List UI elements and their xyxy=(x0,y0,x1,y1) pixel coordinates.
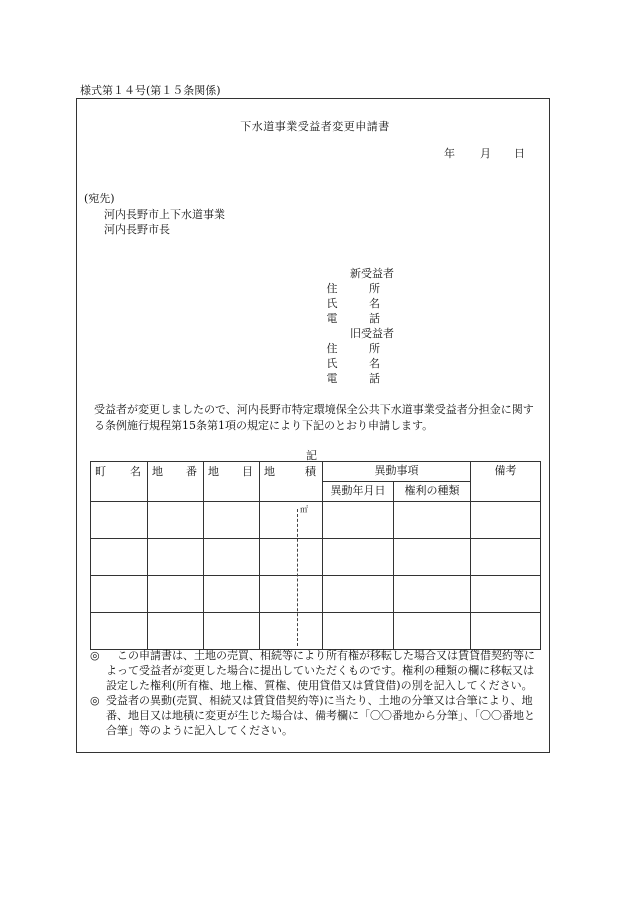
addressee-organization: 河内長野市上下水道事業 xyxy=(104,208,225,221)
note-bullet-icon: ◎ xyxy=(90,694,100,707)
form-number-label: 様式第１４号(第１５条関係) xyxy=(80,84,221,97)
cell-lot[interactable] xyxy=(148,576,204,613)
ki-heading: 記 xyxy=(306,449,317,462)
cell-area[interactable] xyxy=(260,613,323,650)
table-row xyxy=(91,576,541,613)
addressee-mayor: 河内長野市長 xyxy=(104,223,170,236)
header-area: 地 積 xyxy=(260,462,323,502)
note-item xyxy=(90,648,540,693)
cell-lot[interactable] xyxy=(148,613,204,650)
notes-section xyxy=(90,648,540,738)
old-beneficiary-address-label: 住 所 xyxy=(326,342,394,355)
cell-area[interactable] xyxy=(260,539,323,576)
cell-category[interactable] xyxy=(204,502,260,539)
cell-town[interactable] xyxy=(91,539,148,576)
old-beneficiary-label: 旧受益者 xyxy=(350,327,394,340)
cell-remarks[interactable] xyxy=(471,613,541,650)
cell-town[interactable] xyxy=(91,576,148,613)
note-text: 受益者の異動(売買、相続又は賃貸借契約等)に当たり、土地の分筆又は合筆により、地番、地目又は地積に変更が生じた場合は、備考欄に「〇〇番地から分筆」、「〇〇番地と合筆」等のように記入してください。 xyxy=(106,694,535,737)
cell-right-type[interactable] xyxy=(394,576,471,613)
table-row xyxy=(91,502,541,539)
header-right-type: 権利の種類 xyxy=(394,482,471,502)
cell-category[interactable] xyxy=(204,539,260,576)
cell-town[interactable] xyxy=(91,502,148,539)
header-town: 町 名 xyxy=(91,462,148,502)
new-beneficiary-name-label: 氏 名 xyxy=(326,297,394,310)
header-land-category: 地 目 xyxy=(204,462,260,502)
cell-remarks[interactable] xyxy=(471,576,541,613)
area-decimal-divider xyxy=(297,509,298,646)
note-bullet-icon: ◎ xyxy=(90,649,100,662)
new-beneficiary-address-label: 住 所 xyxy=(326,282,394,295)
date-year: 年 xyxy=(444,147,455,160)
header-remarks: 備考 xyxy=(471,462,541,502)
cell-category[interactable] xyxy=(204,613,260,650)
cell-lot[interactable] xyxy=(148,539,204,576)
table-row xyxy=(91,539,541,576)
header-lot-number: 地 番 xyxy=(148,462,204,502)
cell-lot[interactable] xyxy=(148,502,204,539)
area-unit: ㎡ xyxy=(300,505,308,514)
cell-area[interactable] xyxy=(260,576,323,613)
new-beneficiary-phone-label: 電 話 xyxy=(326,312,394,325)
cell-change-date[interactable] xyxy=(323,539,394,576)
addressee-label: (宛先) xyxy=(84,192,115,205)
cell-change-date[interactable] xyxy=(323,502,394,539)
new-beneficiary-label: 新受益者 xyxy=(350,267,394,280)
old-beneficiary-phone-label: 電 話 xyxy=(326,372,394,385)
note-text: この申請書は、土地の売買、相続等により所有権が移転した場合又は賃貸借契約等によって受益者が変更した場合に提出していただくものです。権利の種類の欄に移転又は設定した権利(所有権、地上権、質権、使用貸借又は賃貸借)の別を記入してください。 xyxy=(106,649,535,692)
cell-change-date[interactable] xyxy=(323,613,394,650)
cell-right-type[interactable] xyxy=(394,539,471,576)
application-statement: 受益者が変更しましたので、河内長野市特定環境保全公共下水道事業受益者分担金に関する条例施行規程第15条第1項の規定により下記のとおり申請します。 xyxy=(94,403,534,432)
header-change-date: 異動年月日 xyxy=(323,482,394,502)
land-table xyxy=(90,461,541,650)
cell-remarks[interactable] xyxy=(471,502,541,539)
form-title: 下水道事業受益者変更申請書 xyxy=(240,120,390,133)
table-row xyxy=(91,613,541,650)
cell-town[interactable] xyxy=(91,613,148,650)
old-beneficiary-name-label: 氏 名 xyxy=(326,357,394,370)
cell-right-type[interactable] xyxy=(394,613,471,650)
header-change-items: 異動事項 xyxy=(323,462,471,482)
note-item xyxy=(90,693,540,738)
cell-category[interactable] xyxy=(204,576,260,613)
cell-area[interactable] xyxy=(260,502,323,539)
date-month: 月 xyxy=(480,147,491,160)
date-day: 日 xyxy=(514,147,525,160)
cell-right-type[interactable] xyxy=(394,502,471,539)
cell-change-date[interactable] xyxy=(323,576,394,613)
cell-remarks[interactable] xyxy=(471,539,541,576)
